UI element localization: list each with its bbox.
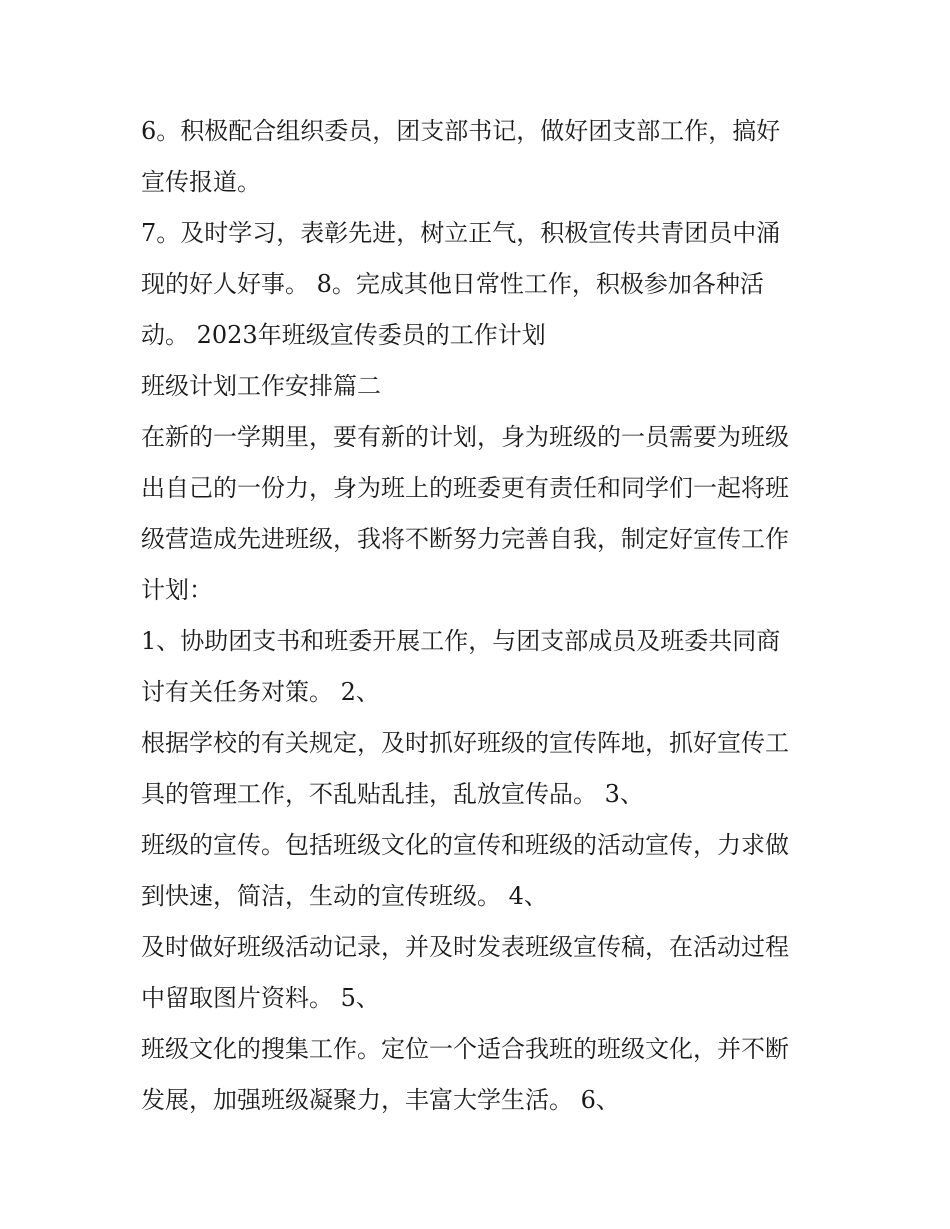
text-line: 出自己的一份力，身为班上的班委更有责任和同学们一起将班 <box>141 474 789 502</box>
document-body <box>141 106 831 1126</box>
text-line: 发展，加强班级凝聚力，丰富大学生活。 6、 <box>141 1086 620 1114</box>
text-line: 级营造成先进班级，我将不断努力完善自我，制定好宣传工作 <box>141 525 789 553</box>
text-line: 7。及时学习，表彰先进，树立正气，积极宣传共青团员中涌 <box>141 219 781 247</box>
section-heading: 班级计划工作安排篇二 <box>141 372 381 400</box>
text-line: 班级文化的搜集工作。定位一个适合我班的班级文化，并不断 <box>141 1035 789 1063</box>
text-line: 到快速，简洁，生动的宣传班级。 4、 <box>141 882 548 910</box>
text-line: 及时做好班级活动记录，并及时发表班级宣传稿，在活动过程 <box>141 933 789 961</box>
text-line: 现的好人好事。 8。完成其他日常性工作，积极参加各种活 <box>141 270 764 298</box>
text-line: 在新的一学期里，要有新的计划，身为班级的一员需要为班级 <box>141 423 789 451</box>
text-line: 6。积极配合组织委员，团支部书记，做好团支部工作，搞好 <box>141 117 781 145</box>
text-line: 班级的宣传。包括班级文化的宣传和班级的活动宣传，力求做 <box>141 831 789 859</box>
text-line: 具的管理工作，不乱贴乱挂，乱放宣传品。 3、 <box>141 780 644 808</box>
text-line: 讨有关任务对策。 2、 <box>141 678 380 706</box>
text-line: 宣传报道。 <box>141 168 261 196</box>
text-line: 动。 2023年班级宣传委员的工作计划 <box>141 321 546 349</box>
text-line: 中留取图片资料。 5、 <box>141 984 380 1012</box>
text-line: 根据学校的有关规定，及时抓好班级的宣传阵地，抓好宣传工 <box>141 729 789 757</box>
text-line: 1、协助团支书和班委开展工作，与团支部成员及班委共同商 <box>141 627 781 655</box>
text-line: 计划： <box>141 576 213 604</box>
